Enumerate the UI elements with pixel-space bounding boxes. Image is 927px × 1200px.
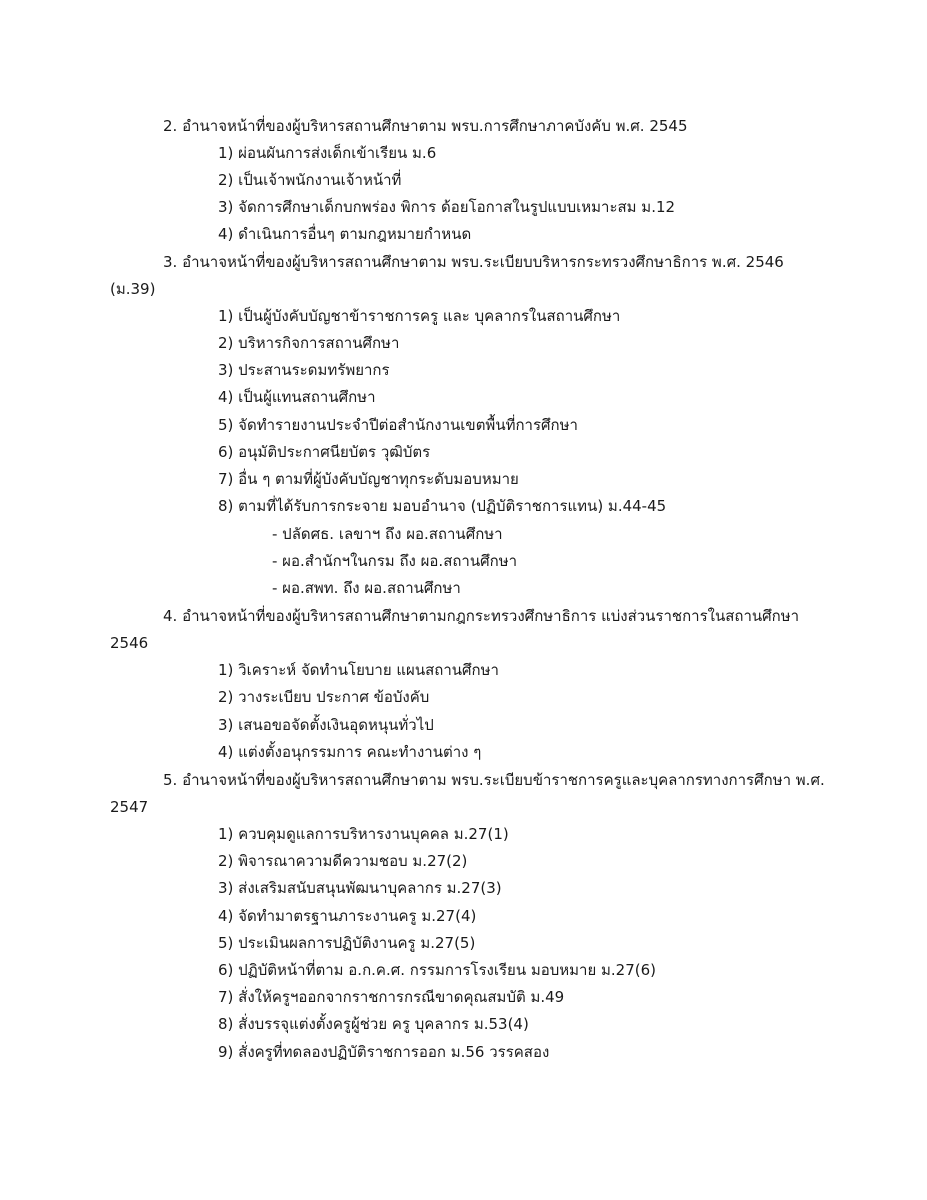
section-5-heading-continuation: 2547 — [110, 798, 149, 816]
section-3-item-8: 8) ตามที่ได้รับการกระจาย มอบอำนาจ (ปฏิบัติราชการแทน) ม.44-45 — [218, 497, 667, 515]
section-5-item-6: 6) ปฏิบัติหน้าที่ตาม อ.ก.ค.ศ. กรรมการโรงเรียน มอบหมาย ม.27(6) — [218, 961, 657, 979]
section-3-item-3: 3) ประสานระดมทรัพยากร — [218, 361, 390, 379]
section-4-heading-continuation: 2546 — [110, 634, 149, 652]
section-4-item-3: 3) เสนอขอจัดตั้งเงินอุดหนุนทั่วไป — [218, 716, 434, 734]
section-5-item-9: 9) สั่งครูที่ทดลองปฏิบัติราชการออก ม.56 วรรคสอง — [218, 1043, 550, 1061]
section-3-subitem-3: - ผอ.สพท. ถึง ผอ.สถานศึกษา — [272, 579, 461, 597]
section-5-item-3: 3) ส่งเสริมสนับสนุนพัฒนาบุคลากร ม.27(3) — [218, 879, 502, 897]
section-3-heading-continuation: (ม.39) — [110, 280, 156, 298]
section-2-item-1: 1) ผ่อนผันการส่งเด็กเข้าเรียน ม.6 — [218, 144, 437, 162]
section-4-item-4: 4) แต่งตั้งอนุกรรมการ คณะทำงานต่าง ๆ — [218, 743, 482, 761]
section-3-item-4: 4) เป็นผู้แทนสถานศึกษา — [218, 388, 376, 406]
section-2-item-2: 2) เป็นเจ้าพนักงานเจ้าหน้าที่ — [218, 171, 402, 189]
section-3-item-2: 2) บริหารกิจการสถานศึกษา — [218, 334, 400, 352]
section-4-item-1: 1) วิเคราะห์ จัดทำนโยบาย แผนสถานศึกษา — [218, 661, 499, 679]
section-3-subitem-1: - ปลัดศธ. เลขาฯ ถึง ผอ.สถานศึกษา — [272, 525, 503, 543]
section-3-subitem-2: - ผอ.สำนักฯในกรม ถึง ผอ.สถานศึกษา — [272, 552, 518, 570]
section-3-item-6: 6) อนุมัติประกาศนียบัตร วุฒิบัตร — [218, 443, 431, 461]
section-2-item-4: 4) ดำเนินการอื่นๆ ตามกฎหมายกำหนด — [218, 225, 472, 243]
section-5-item-7: 7) สั่งให้ครูฯออกจากราชการกรณีขาดคุณสมบัติ ม.49 — [218, 988, 565, 1006]
section-5-item-4: 4) จัดทำมาตรฐานภาระงานครู ม.27(4) — [218, 907, 477, 925]
section-2-heading: 2. อำนาจหน้าที่ของผู้บริหารสถานศึกษาตาม พรบ.การศึกษาภาคบังคับ พ.ศ. 2545 — [163, 117, 688, 135]
section-3-item-5: 5) จัดทำรายงานประจำปีต่อสำนักงานเขตพื้นที่การศึกษา — [218, 416, 578, 434]
section-4-item-2: 2) วางระเบียบ ประกาศ ข้อบังคับ — [218, 688, 430, 706]
section-5-item-1: 1) ควบคุมดูแลการบริหารงานบุคคล ม.27(1) — [218, 825, 509, 843]
section-3-item-1: 1) เป็นผู้บังคับบัญชาข้าราชการครู และ บุคลากรในสถานศึกษา — [218, 307, 621, 325]
section-3-heading: 3. อำนาจหน้าที่ของผู้บริหารสถานศึกษาตาม พรบ.ระเบียบบริหารกระทรวงศึกษาธิการ พ.ศ. 2546 — [163, 253, 784, 271]
section-4-heading: 4. อำนาจหน้าที่ของผู้บริหารสถานศึกษาตามกฎกระทรวงศึกษาธิการ แบ่งส่วนราชการในสถานศึกษา — [163, 607, 800, 625]
section-5-heading: 5. อำนาจหน้าที่ของผู้บริหารสถานศึกษาตาม พรบ.ระเบียบข้าราชการครูและบุคลากรทางการศึกษา พ.ศ. — [163, 771, 825, 789]
section-5-item-8: 8) สั่งบรรจุแต่งตั้งครูผู้ช่วย ครู บุคลากร ม.53(4) — [218, 1015, 529, 1033]
section-2-item-3: 3) จัดการศึกษาเด็กบกพร่อง พิการ ด้อยโอกาสในรูปแบบเหมาะสม ม.12 — [218, 198, 676, 216]
section-3-item-7: 7) อื่น ๆ ตามที่ผู้บังคับบัญชาทุกระดับมอบหมาย — [218, 470, 519, 488]
section-5-item-5: 5) ประเมินผลการปฏิบัติงานครู ม.27(5) — [218, 934, 476, 952]
section-5-item-2: 2) พิจารณาความดีความชอบ ม.27(2) — [218, 852, 468, 870]
